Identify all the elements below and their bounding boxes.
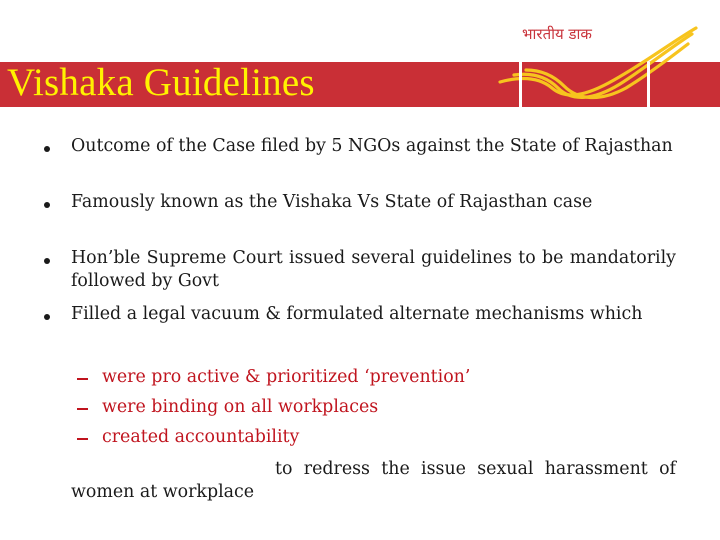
slide-title: Vishaka Guidelines xyxy=(7,61,315,104)
bullet-item: Filled a legal vacuum & formulated alternate mechanisms which xyxy=(71,304,643,324)
sub-bullet-item: were pro active & prioritized ‘prevention’ xyxy=(102,367,471,387)
bullet-icon xyxy=(44,146,50,152)
sub-bullet-item: were binding on all workplaces xyxy=(102,397,379,417)
logo-hindi-text: भारतीय डाक xyxy=(522,25,592,43)
dash-icon xyxy=(77,408,88,410)
bullet-item: Famously known as the Vishaka Vs State of Rajasthan case xyxy=(71,192,593,212)
dash-icon xyxy=(77,378,88,380)
closing-paragraph: to redress the issue sexual harassment of women at workplace xyxy=(71,459,676,502)
bullet-icon xyxy=(44,202,50,208)
logo-divider-right xyxy=(647,62,650,107)
bullet-item: Hon’ble Supreme Court issued several guidelines to be mandatorily followed by Govt xyxy=(71,248,676,291)
dash-icon xyxy=(77,438,88,440)
bullet-icon xyxy=(44,314,50,320)
logo-divider-left xyxy=(519,62,522,107)
bullet-icon xyxy=(44,258,50,264)
sub-bullet-item: created accountability xyxy=(102,427,300,447)
bullet-item: Outcome of the Case filed by 5 NGOs against the State of Rajasthan xyxy=(71,136,673,156)
